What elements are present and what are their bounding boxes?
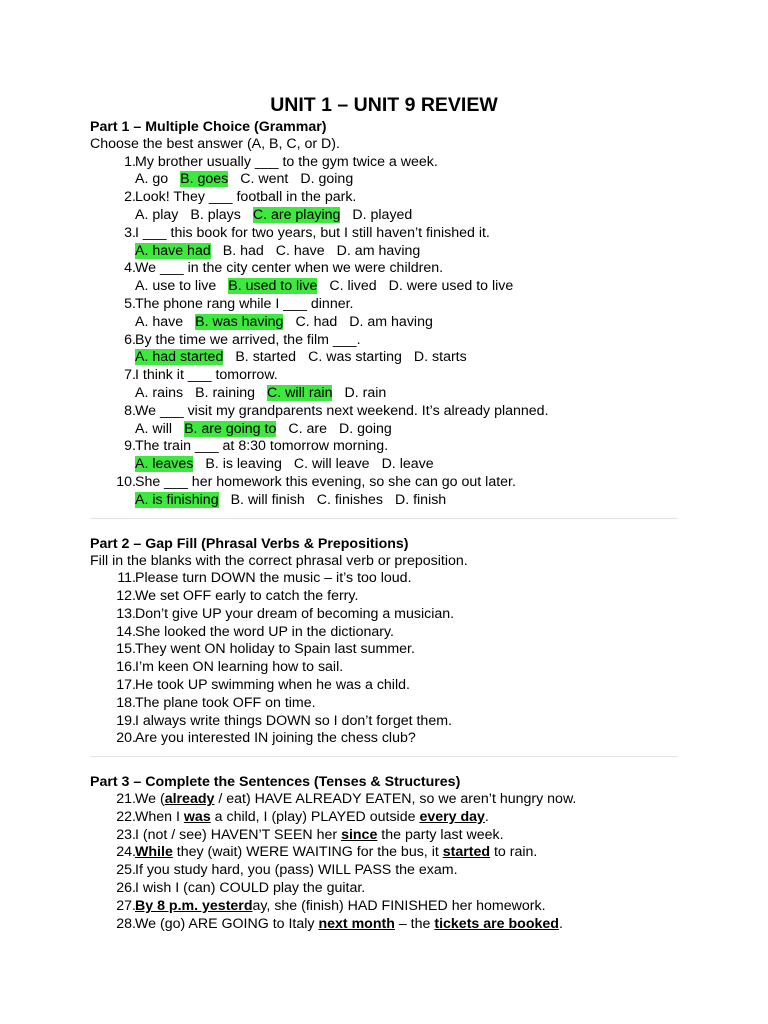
sentence-segment: We (go) ARE GOING to Italy — [135, 915, 319, 932]
item-text: They went ON holiday to Spain last summer. — [135, 641, 415, 658]
part2-item-list — [90, 570, 678, 748]
question-row — [90, 474, 678, 492]
part2-heading: Part 2 – Gap Fill (Phrasal Verbs & Prepositions) — [90, 535, 409, 552]
question-text: I ___ this book for two years, but I still haven’t finished it. — [135, 224, 490, 241]
question-number: 2. — [124, 189, 136, 206]
question-text: She ___ her homework this evening, so she can go out later. — [135, 473, 516, 490]
question-row — [90, 154, 678, 172]
question-text: We ___ in the city center when we were children. — [135, 260, 444, 277]
sentence-segment: a child, I (play) PLAYED outside — [210, 808, 420, 825]
question-text: By the time we arrived, the film ___. — [135, 331, 361, 348]
question-number: 5. — [124, 295, 136, 312]
question-number: 3. — [124, 224, 136, 241]
key-word: By 8 p.m. yesterd — [135, 897, 253, 914]
item-text: I always write things DOWN so I don’t forget them. — [135, 712, 452, 729]
question-text: Look! They ___ football in the park. — [135, 189, 357, 206]
item-text: Please turn DOWN the music – it’s too loud. — [135, 570, 412, 587]
sentence-segment: We ( — [135, 791, 165, 808]
item-number: 15. — [116, 641, 136, 658]
correct-answer-option: A. leaves — [135, 456, 194, 473]
answer-option: A. use to live — [135, 278, 217, 295]
item-number: 13. — [116, 605, 136, 622]
worksheet-page — [90, 93, 678, 933]
answer-options — [90, 456, 678, 474]
section-divider — [90, 518, 678, 519]
answer-options — [90, 278, 678, 296]
answer-option: D. am having — [336, 242, 421, 259]
correct-answer-option: C. will rain — [267, 384, 333, 401]
answer-options — [90, 171, 678, 189]
item-number: 25. — [116, 862, 136, 879]
sentence-text — [135, 809, 489, 827]
correct-answer-option: C. are playing — [252, 206, 341, 223]
sentence-segment: . — [484, 808, 489, 825]
answer-option: B. started — [235, 349, 297, 366]
sentence-row — [90, 898, 678, 916]
part1-question-list — [90, 154, 678, 510]
sentence-row — [90, 791, 678, 809]
gap-fill-row — [90, 588, 678, 606]
correct-answer-option: A. had started — [135, 349, 224, 366]
answer-option: D. rain — [344, 384, 387, 401]
answer-option: C. will leave — [293, 456, 370, 473]
question-number: 10. — [116, 473, 136, 490]
item-text: The plane took OFF on time. — [135, 694, 316, 711]
answer-option: D. going — [300, 171, 354, 188]
correct-answer-option: A. have had — [135, 242, 211, 259]
sentence-segment: I (not / see) HAVEN’T SEEN her — [135, 826, 342, 843]
gap-fill-row — [90, 713, 678, 731]
sentence-row — [90, 862, 678, 880]
sentence-text — [135, 862, 458, 880]
key-word: tickets are booked — [434, 915, 559, 932]
part3-item-list — [90, 791, 678, 933]
answer-options — [90, 243, 678, 261]
answer-option: D. starts — [413, 349, 467, 366]
answer-option: D. am having — [349, 313, 433, 330]
question-number: 9. — [124, 438, 136, 455]
key-word: every day — [419, 808, 485, 825]
sentence-row — [90, 809, 678, 827]
answer-options — [90, 207, 678, 225]
answer-option: C. have — [275, 242, 325, 259]
answer-option: B. plays — [190, 206, 241, 223]
correct-answer-option: B. are going to — [184, 420, 277, 437]
gap-fill-row — [90, 641, 678, 659]
question-row — [90, 438, 678, 456]
question-text: The train ___ at 8:30 tomorrow morning. — [135, 438, 389, 455]
gap-fill-row — [90, 606, 678, 624]
answer-option: A. have — [135, 313, 184, 330]
item-number: 17. — [116, 676, 136, 693]
answer-option: D. finish — [394, 491, 447, 508]
answer-option: C. are — [288, 420, 327, 437]
part1-heading: Part 1 – Multiple Choice (Grammar) — [90, 119, 327, 135]
correct-answer-option: B. goes — [180, 171, 229, 188]
part2-instruction: Fill in the blanks with the correct phrasal verb or preposition. — [90, 552, 468, 569]
question-text: We ___ visit my grandparents next weekend. It’s already planned. — [135, 402, 549, 419]
key-word: While — [135, 844, 173, 861]
sentence-text — [135, 827, 504, 845]
question-text: I think it ___ tomorrow. — [135, 367, 278, 384]
item-number: 11. — [117, 570, 136, 587]
gap-fill-row — [90, 570, 678, 588]
question-row — [90, 189, 678, 207]
correct-answer-option: B. used to live — [228, 278, 318, 295]
item-number: 19. — [116, 712, 136, 729]
sentence-segment: they (wait) WERE WAITING for the bus, it — [172, 844, 443, 861]
sentence-segment: / eat) HAVE ALREADY EATEN, so we aren’t hungry now. — [214, 791, 577, 808]
item-text: Are you interested IN joining the chess club? — [135, 730, 416, 747]
sentence-text — [135, 791, 576, 809]
sentence-row — [90, 916, 678, 934]
item-number: 12. — [116, 587, 136, 604]
key-word: next month — [318, 915, 395, 932]
answer-options — [90, 385, 678, 403]
item-text: He took UP swimming when he was a child. — [135, 676, 410, 693]
key-word: already — [164, 791, 215, 808]
question-row — [90, 403, 678, 421]
question-number: 4. — [124, 260, 136, 277]
item-number: 28. — [116, 915, 136, 932]
question-number: 7. — [124, 367, 136, 384]
section-divider — [90, 756, 678, 757]
answer-option: C. finishes — [316, 491, 383, 508]
item-text: Don’t give UP your dream of becoming a musician. — [135, 605, 455, 622]
gap-fill-row — [90, 659, 678, 677]
item-number: 18. — [116, 694, 136, 711]
answer-options — [90, 492, 678, 510]
item-text: She looked the word UP in the dictionary. — [135, 623, 394, 640]
answer-option: C. had — [295, 313, 338, 330]
answer-options — [90, 421, 678, 439]
answer-option: B. is leaving — [205, 456, 282, 473]
item-number: 26. — [116, 880, 136, 897]
key-word: was — [183, 808, 211, 825]
question-number: 6. — [124, 331, 136, 348]
item-text: We set OFF early to catch the ferry. — [135, 587, 359, 604]
sentence-segment: – the — [394, 915, 435, 932]
question-row — [90, 367, 678, 385]
item-number: 20. — [116, 730, 136, 747]
sentence-segment: to rain. — [490, 844, 538, 861]
answer-options — [90, 314, 678, 332]
gap-fill-row — [90, 730, 678, 748]
sentence-text — [135, 898, 546, 916]
answer-option: B. will finish — [230, 491, 305, 508]
sentence-segment: If you study hard, you (pass) WILL PASS the exam. — [135, 862, 458, 879]
answer-option: A. play — [135, 206, 179, 223]
correct-answer-option: B. was having — [195, 313, 284, 330]
sentence-segment: I wish I (can) COULD play the guitar. — [135, 880, 366, 897]
sentence-segment: the party last week. — [377, 826, 504, 843]
sentence-row — [90, 880, 678, 898]
key-word: started — [442, 844, 491, 861]
item-number: 16. — [116, 659, 136, 676]
sentence-segment: . — [558, 915, 563, 932]
question-row — [90, 260, 678, 278]
answer-option: C. was starting — [308, 349, 402, 366]
sentence-text — [135, 844, 537, 862]
answer-option: C. lived — [329, 278, 377, 295]
question-number: 8. — [124, 402, 136, 419]
gap-fill-row — [90, 624, 678, 642]
item-number: 21. — [116, 791, 136, 808]
answer-option: A. go — [135, 171, 169, 188]
answer-option: A. will — [135, 420, 173, 437]
sentence-segment: ay, she (finish) HAD FINISHED her homework. — [252, 897, 546, 914]
item-number: 23. — [116, 826, 136, 843]
sentence-row — [90, 844, 678, 862]
answer-options — [90, 349, 678, 367]
answer-option: D. going — [338, 420, 392, 437]
answer-option: D. played — [352, 206, 413, 223]
question-row — [90, 296, 678, 314]
sentence-text — [135, 916, 563, 934]
question-number: 1. — [124, 153, 136, 170]
question-row — [90, 225, 678, 243]
item-text: I’m keen ON learning how to sail. — [135, 659, 344, 676]
question-text: My brother usually ___ to the gym twice a week. — [135, 153, 438, 170]
item-number: 24. — [116, 844, 136, 861]
key-word: since — [341, 826, 378, 843]
sentence-row — [90, 827, 678, 845]
question-text: The phone rang while I ___ dinner. — [135, 295, 354, 312]
answer-option: A. rains — [135, 384, 184, 401]
item-number: 14. — [116, 623, 136, 640]
gap-fill-row — [90, 677, 678, 695]
part1-instruction: Choose the best answer (A, B, C, or D). — [90, 136, 340, 152]
question-row — [90, 332, 678, 350]
answer-option: B. raining — [195, 384, 256, 401]
item-number: 27. — [116, 897, 136, 914]
answer-option: C. went — [240, 171, 289, 188]
page-title: UNIT 1 – UNIT 9 REVIEW — [270, 94, 498, 116]
sentence-segment: When I — [135, 808, 184, 825]
correct-answer-option: A. is finishing — [135, 491, 219, 508]
answer-option: B. had — [222, 242, 264, 259]
sentence-text — [135, 880, 365, 898]
gap-fill-row — [90, 695, 678, 713]
answer-option: D. were used to live — [388, 278, 514, 295]
item-number: 22. — [116, 808, 136, 825]
part3-heading: Part 3 – Complete the Sentences (Tenses & Structures) — [90, 774, 461, 791]
answer-option: D. leave — [381, 456, 434, 473]
